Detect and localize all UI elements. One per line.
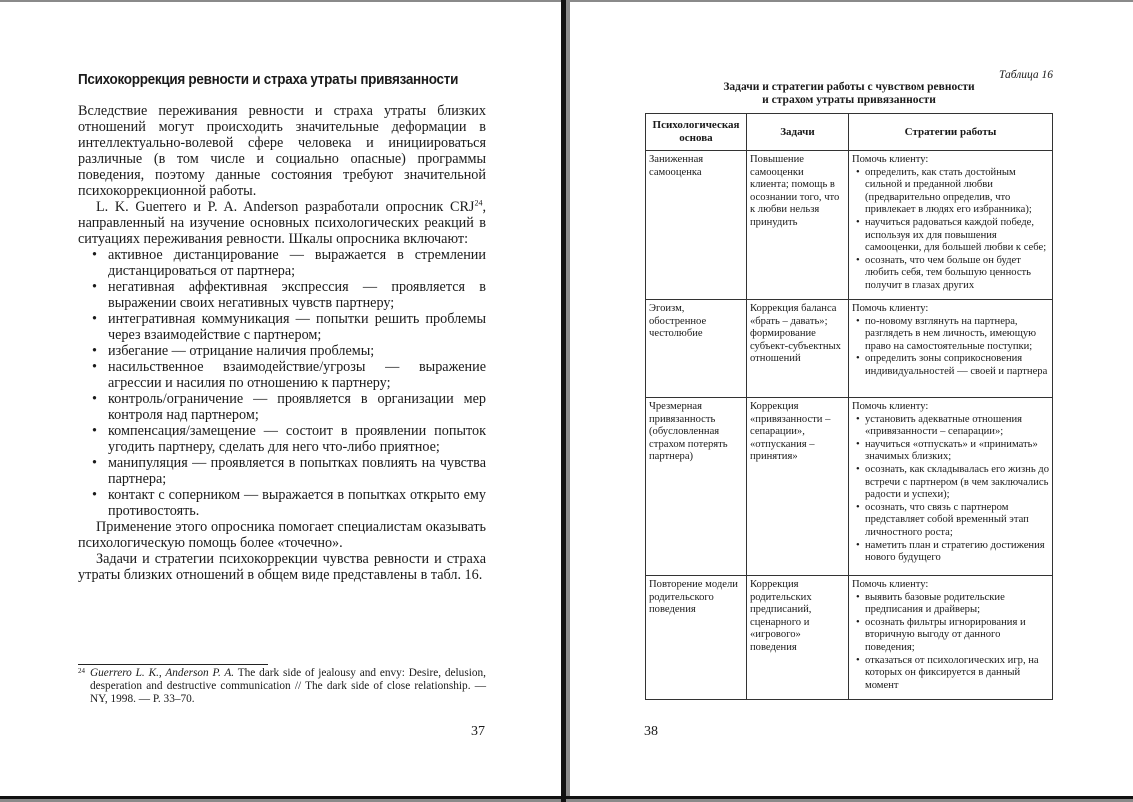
list-item: • научиться «отпускать» и «принимать» значимых близких; <box>865 439 1049 464</box>
footnote-ref: 24 <box>474 198 483 208</box>
table-row <box>646 300 1053 398</box>
cell-tasks: Коррекция родительских предписаний, сценарного и «игрового» поведения <box>747 576 849 700</box>
strategies-intro: Помочь клиенту: <box>852 154 929 165</box>
footnote-text: The dark side of jealousy and envy: Desire, delusion, desperation and destructive communication // The dark side of close relationship. — NY, 1998. — P. 33–70. <box>90 667 486 705</box>
list-item: • насильственное взаимодействие/угрозы — выражение агрессии и насилия по отношению к партнеру; <box>108 359 486 391</box>
list-item: • наметить план и стратегию достижения нового будущего <box>865 540 1049 565</box>
list-item: • осознать фильтры игнорирования и вторичную выгоду от данного поведения; <box>865 617 1049 655</box>
list-item: • компенсация/замещение — состоит в проявлении попыток угодить партнеру, сделать для него что-либо приятное; <box>108 423 486 455</box>
header-strategies: Стратегии работы <box>849 114 1053 151</box>
list-item: • научиться радоваться каждой победе, используя их для повышения самооценки, для большей любви к себе; <box>865 217 1049 255</box>
list-item: • осознать, что чем больше он будет любить себя, тем большую ценность получит в глазах других <box>865 255 1049 293</box>
page-number: 38 <box>644 724 658 739</box>
book-gutter <box>561 0 566 802</box>
paragraph: Применение этого опросника помогает специалистам оказывать психологическую помощь более «точечно». <box>78 519 486 551</box>
right-page <box>570 2 1133 796</box>
cell-basis: Чрезмерная привязанность (обусловленная страхом потерять партнера) <box>646 398 747 576</box>
list-item: • установить адекватные отношения «привязанности – сепарации»; <box>865 414 1049 439</box>
list-item: • контакт с соперником — выражается в попытках открыто ему противостоять. <box>108 487 486 519</box>
list-item: • по-новому взглянуть на партнера, разглядеть в нем личность, имеющую право на самостоятельные поступки; <box>865 316 1049 354</box>
paragraph: Задачи и стратегии психокоррекции чувства ревности и страха утраты близких отношений в общем виде представлены в табл. 16. <box>78 551 486 583</box>
paragraph <box>78 199 486 247</box>
table-title-line: и страхом утраты привязанности <box>762 94 936 106</box>
table-title-line: Задачи и стратегии работы с чувством ревности <box>723 81 975 93</box>
body-text <box>78 103 486 583</box>
header-basis: Психологическая основа <box>646 114 747 151</box>
cell-basis: Повторение модели родительского поведения <box>646 576 747 700</box>
strategies-intro: Помочь клиенту: <box>852 579 929 590</box>
footnote-authors: Guerrero L. K., Anderson P. A. <box>90 667 235 679</box>
cell-basis: Заниженная самооценка <box>646 151 747 300</box>
table-row <box>646 151 1053 300</box>
cell-tasks: Повышение самооценки клиента; помощь в осознании того, что к любви нельзя принудить <box>747 151 849 300</box>
table-row <box>646 576 1053 700</box>
cell-basis: Эгоизм, обостренное честолюбие <box>646 300 747 398</box>
strategies-intro: Помочь клиенту: <box>852 303 929 314</box>
paragraph-text: , направленный на изучение основных психологических реакций в ситуациях переживания ревности. Шкалы опросника включают: <box>78 199 486 247</box>
cell-strategies <box>849 300 1053 398</box>
footnote-divider <box>78 664 268 665</box>
strategies-table <box>645 113 1053 700</box>
cell-strategies <box>849 576 1053 700</box>
table-row <box>646 398 1053 576</box>
list-item: • выявить базовые родительские предписания и драйверы; <box>865 592 1049 617</box>
list-item: • осознать, что связь с партнером представляет собой временный этап личностного роста; <box>865 502 1049 540</box>
list-item: • манипуляция — проявляется в попытках повлиять на чувства партнера; <box>108 455 486 487</box>
list-item: • негативная аффективная экспрессия — проявляется в выражении своих негативных чувств партнеру; <box>108 279 486 311</box>
list-item: • интегративная коммуникация — попытки решить проблемы через взаимодействие с партнером; <box>108 311 486 343</box>
header-tasks: Задачи <box>747 114 849 151</box>
table-header-row <box>646 114 1053 151</box>
list-item: • определить зоны соприкосновения индивидуальностей — своей и партнера <box>865 353 1049 378</box>
table-caption: Таблица 16 <box>998 69 1053 81</box>
left-page <box>0 2 561 796</box>
footnote <box>78 667 486 706</box>
page-number: 37 <box>471 724 485 739</box>
list-item: • отказаться от психологических игр, на которых он фиксируется в данный момент <box>865 655 1049 693</box>
table-title <box>645 81 1053 107</box>
list-item: • контроль/ограничение — проявляется в организации мер контроля над партнером; <box>108 391 486 423</box>
paragraph: Вследствие переживания ревности и страха утраты близких отношений могут происходить значительные деформации в интеллектуально-волевой сфере человека и инициироваться различные (в том числе и социально опасные) программы поведения, поэтому данные состояния требуют значительной психокоррекционной работы. <box>78 103 486 199</box>
section-title: Психокоррекция ревности и страха утраты привязанности <box>78 72 459 88</box>
list-item: • избегание — отрицание наличия проблемы; <box>108 343 486 359</box>
footnote-mark: 24 <box>78 667 85 675</box>
list-item: • определить, как стать достойным сильной и преданной любви (предварительно определив, что привлекает в людях его избранника); <box>865 167 1049 217</box>
scales-list <box>78 247 486 519</box>
cell-strategies <box>849 151 1053 300</box>
cell-tasks: Коррекция «привязанности – сепарации», «отпускания – принятия» <box>747 398 849 576</box>
list-item: • активное дистанцирование — выражается в стремлении дистанцироваться от партнера; <box>108 247 486 279</box>
page-bottom-edge <box>0 796 1133 799</box>
paragraph-text: L. K. Guerrero и P. A. Anderson разработали опросник CRJ <box>96 199 475 215</box>
cell-strategies <box>849 398 1053 576</box>
list-item: • осознать, как складывалась его жизнь до встречи с партнером (в чем заключались радости и успехи); <box>865 464 1049 502</box>
strategies-intro: Помочь клиенту: <box>852 401 929 412</box>
cell-tasks: Коррекция баланса «брать – давать»; формирование субъект-субъектных отношений <box>747 300 849 398</box>
